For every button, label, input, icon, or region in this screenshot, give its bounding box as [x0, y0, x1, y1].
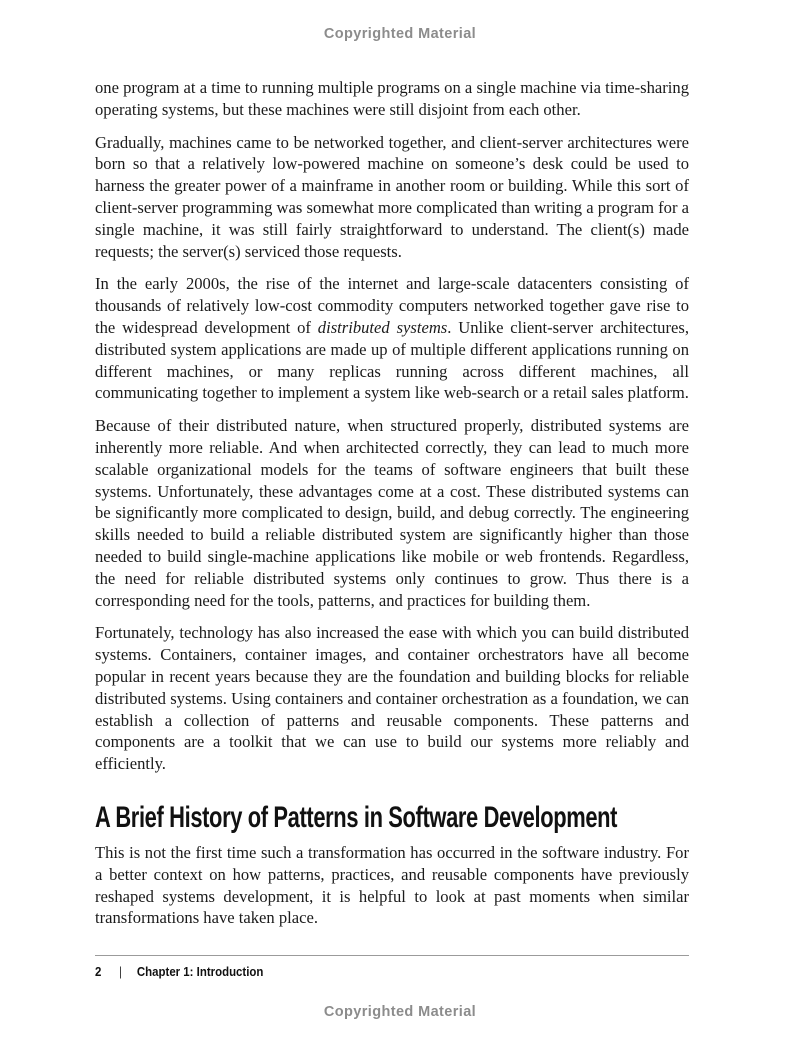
page-footer [95, 955, 689, 979]
body-paragraph: This is not the first time such a transformation has occurred in the software industry. For a better context on how patterns, practices, and reusable components have previously reshaped systems development, it is helpful to look at past moments when similar transformations have taken place. [95, 842, 689, 928]
footer-separator: | [118, 964, 122, 979]
copyright-notice-bottom: Copyrighted Material [323, 1004, 477, 1020]
body-paragraph [95, 273, 689, 404]
copyright-notice-top: Copyrighted Material [323, 26, 477, 42]
section-heading-text: A Brief History of Patterns in Software Development [95, 800, 618, 834]
body-paragraph: Fortunately, technology has also increased the ease with which you can build distributed systems. Containers, container images, and container orchestrators have all become popular in recent years because they are the foundation and building blocks for reliable distributed systems. Using containers and container orchestration as a foundation, we can establish a collection of patterns and reusable components. These patterns and components are a toolkit that we can use to build our systems more reliably and efficiently. [95, 623, 689, 774]
section-heading [95, 798, 689, 832]
body-paragraph: Because of their distributed nature, when structured properly, distributed systems are inherently more reliable. And when architected correctly, they can lead to much more scalable organizational models for the teams of software engineers that built these systems. Unfortunately, these advantages come at a cost. These distributed systems can be significantly more complicated to design, build, and debug correctly. The engineering skills needed to build a reliable distributed system are significantly higher than those needed to build single-machine applications like mobile or web frontends. Regardless, the need for reliable distributed systems only continues to grow. Thus there is a corresponding need for the tools, patterns, and practices for building them. [95, 416, 689, 610]
body-paragraph: one program at a time to running multiple programs on a single machine via time-sharing operating systems, but these machines were still disjoint from each other. [95, 78, 689, 119]
body-paragraph: Gradually, machines came to be networked together, and client-server architectures were born so that a relatively low-powered machine on someone’s desk could be used to harness the greater power of a mainframe in another room or building. While this sort of client-server programming was somewhat more complicated than writing a program for a single machine, it was still fairly straightforward to understand. The client(s) made requests; the server(s) serviced those requests. [95, 132, 689, 261]
paragraph-text: . Unlike client-server architectures, distributed system applications are made up of multiple different applications running on different machines, or many replicas running across different machines, all communicating together to implement a system like web-search or a retail sales platform. [95, 317, 689, 403]
chapter-label: Chapter 1: Introduction [136, 964, 264, 979]
footer-line [95, 964, 618, 979]
page-number: 2 [95, 964, 102, 979]
paragraph-text: In the early 2000s, the rise of the internet and large-scale datacenters consisting of thousands of relatively low-cost commodity computers networked together gave rise to the widespread development of [95, 274, 689, 337]
italic-term: distributed systems [317, 317, 448, 337]
page-content [95, 77, 689, 940]
